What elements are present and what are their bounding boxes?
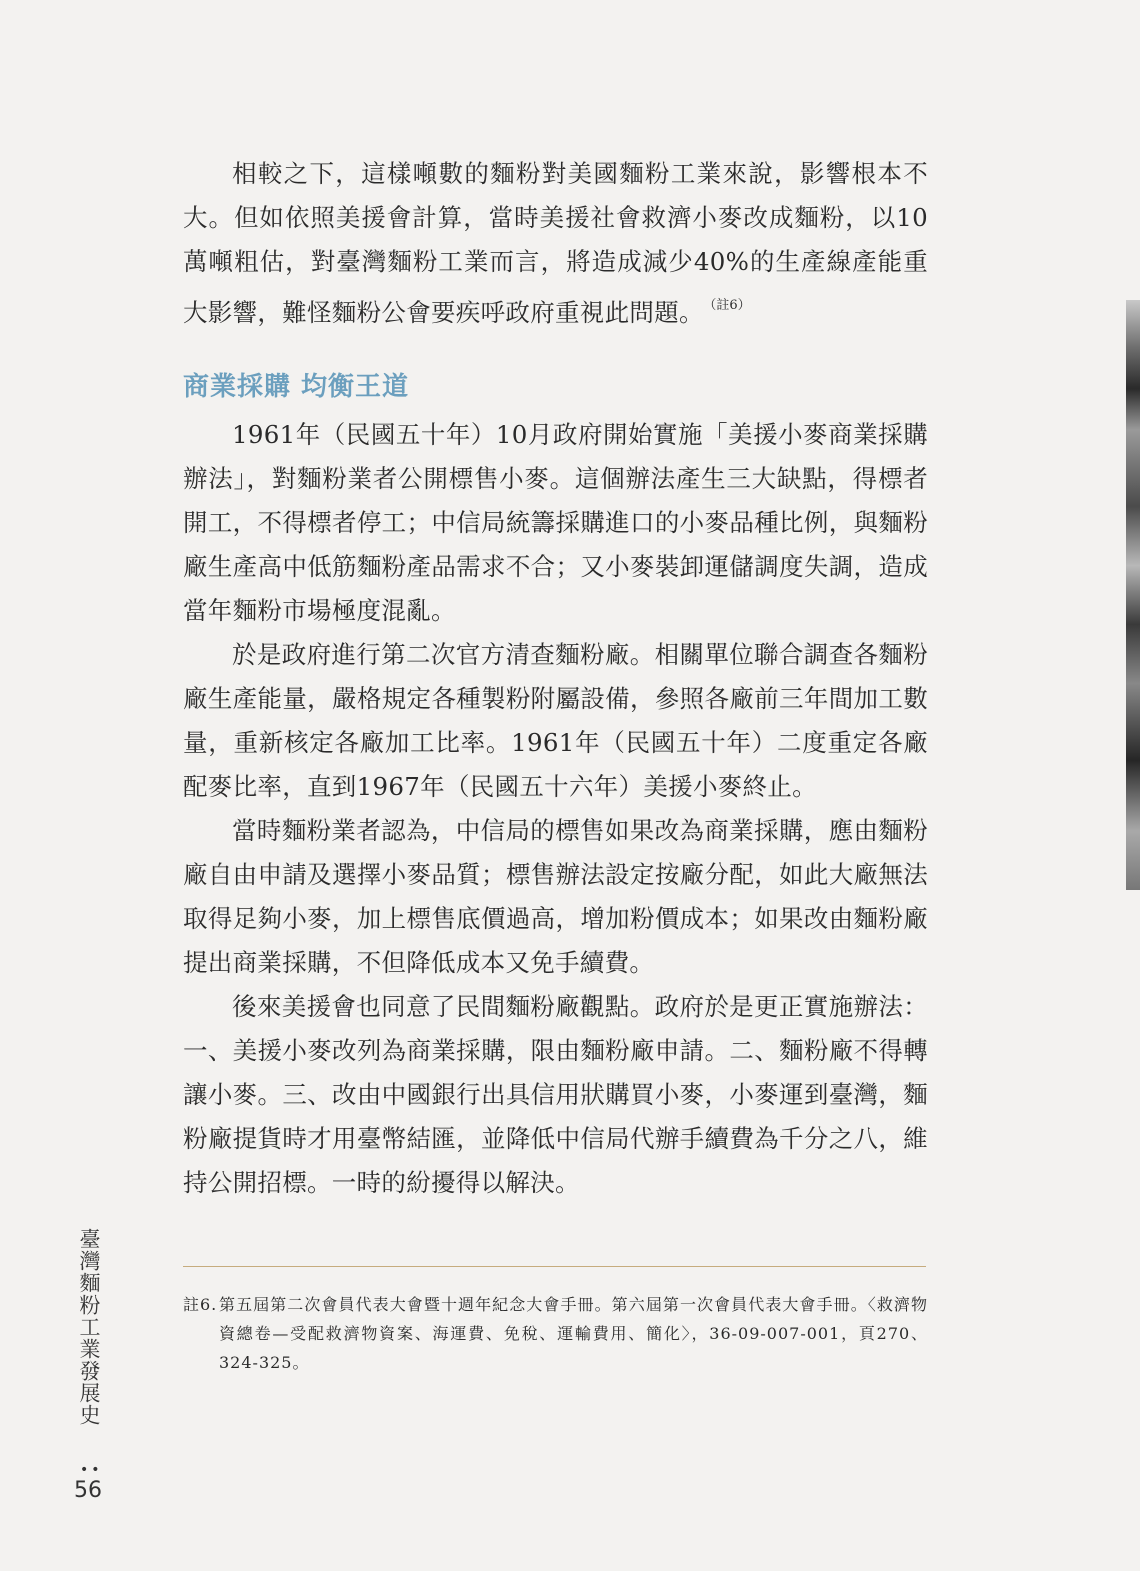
section-heading: 商業採購 均衡王道: [183, 372, 410, 402]
footnote-label: 註6.: [183, 1295, 218, 1314]
intro-paragraph: [183, 152, 928, 335]
intro-text-block: [183, 152, 928, 335]
running-book-title: 臺灣麵粉工業發展史: [77, 1228, 101, 1426]
section-paragraph-2: 於是政府進行第二次官方清查麵粉廠。相關單位聯合調查各麵粉廠生產能量，嚴格規定各種製粉附屬設備，參照各廠前三年間加工數量，重新核定各廠加工比率。1961年（民國五十年）二度重定各廠配麥比率，直到1967年（民國五十六年）美援小麥終止。: [183, 640, 928, 801]
footnote-divider: [183, 1266, 926, 1267]
section-paragraph-1: 1961年（民國五十年）10月政府開始實施「美援小麥商業採購辦法」，對麵粉業者公開標售小麥。這個辦法產生三大缺點，得標者開工，不得標者停工；中信局統籌採購進口的小麥品種比例，與麵粉廠生產高中低筋麵粉產品需求不合；又小麥裝卸運儲調度失調，造成當年麵粉市場極度混亂。: [183, 420, 928, 625]
section-paragraph-3: 當時麵粉業者認為，中信局的標售如果改為商業採購，應由麵粉廠自由申請及選擇小麥品質；標售辦法設定按廠分配，如此大廠無法取得足夠小麥，加上標售底價過高，增加粉價成本；如果改由麵粉廠提出商業採購，不但降低成本又免手續費。: [183, 816, 928, 977]
page-number-dots: ••: [80, 1462, 103, 1478]
page-number: 56: [74, 1478, 102, 1503]
adjacent-page-photo-edge: [1126, 300, 1140, 890]
footnote-text: 第五屆第二次會員代表大會暨十週年紀念大會手冊。第六屆第一次會員代表大會手冊。〈救濟物資總卷—受配救濟物資案、海運費、免稅、運輸費用、簡化〉，36-09-007-001，頁270、324-325。: [219, 1295, 928, 1372]
footnote: [183, 1290, 928, 1377]
intro-paragraph-text: 相較之下，這樣噸數的麵粉對美國麵粉工業來說，影響根本不大。但如依照美援會計算，當時美援社會救濟小麥改成麵粉，以10萬噸粗估，對臺灣麵粉工業而言，將造成減少40%的生產線產能重大影響，難怪麵粉公會要疾呼政府重視此問題。: [183, 159, 928, 327]
footnote-reference: （註6）: [709, 298, 751, 313]
section-paragraph-4: 後來美援會也同意了民間麵粉廠觀點。政府於是更正實施辦法：一、美援小麥改列為商業採購，限由麵粉廠申請。二、麵粉廠不得轉讓小麥。三、改由中國銀行出具信用狀購買小麥，小麥運到臺灣，麵粉廠提貨時才用臺幣結匯，並降低中信局代辦手續費為千分之八，維持公開招標。一時的紛擾得以解決。: [183, 992, 928, 1197]
section-text-block: [183, 413, 928, 1205]
